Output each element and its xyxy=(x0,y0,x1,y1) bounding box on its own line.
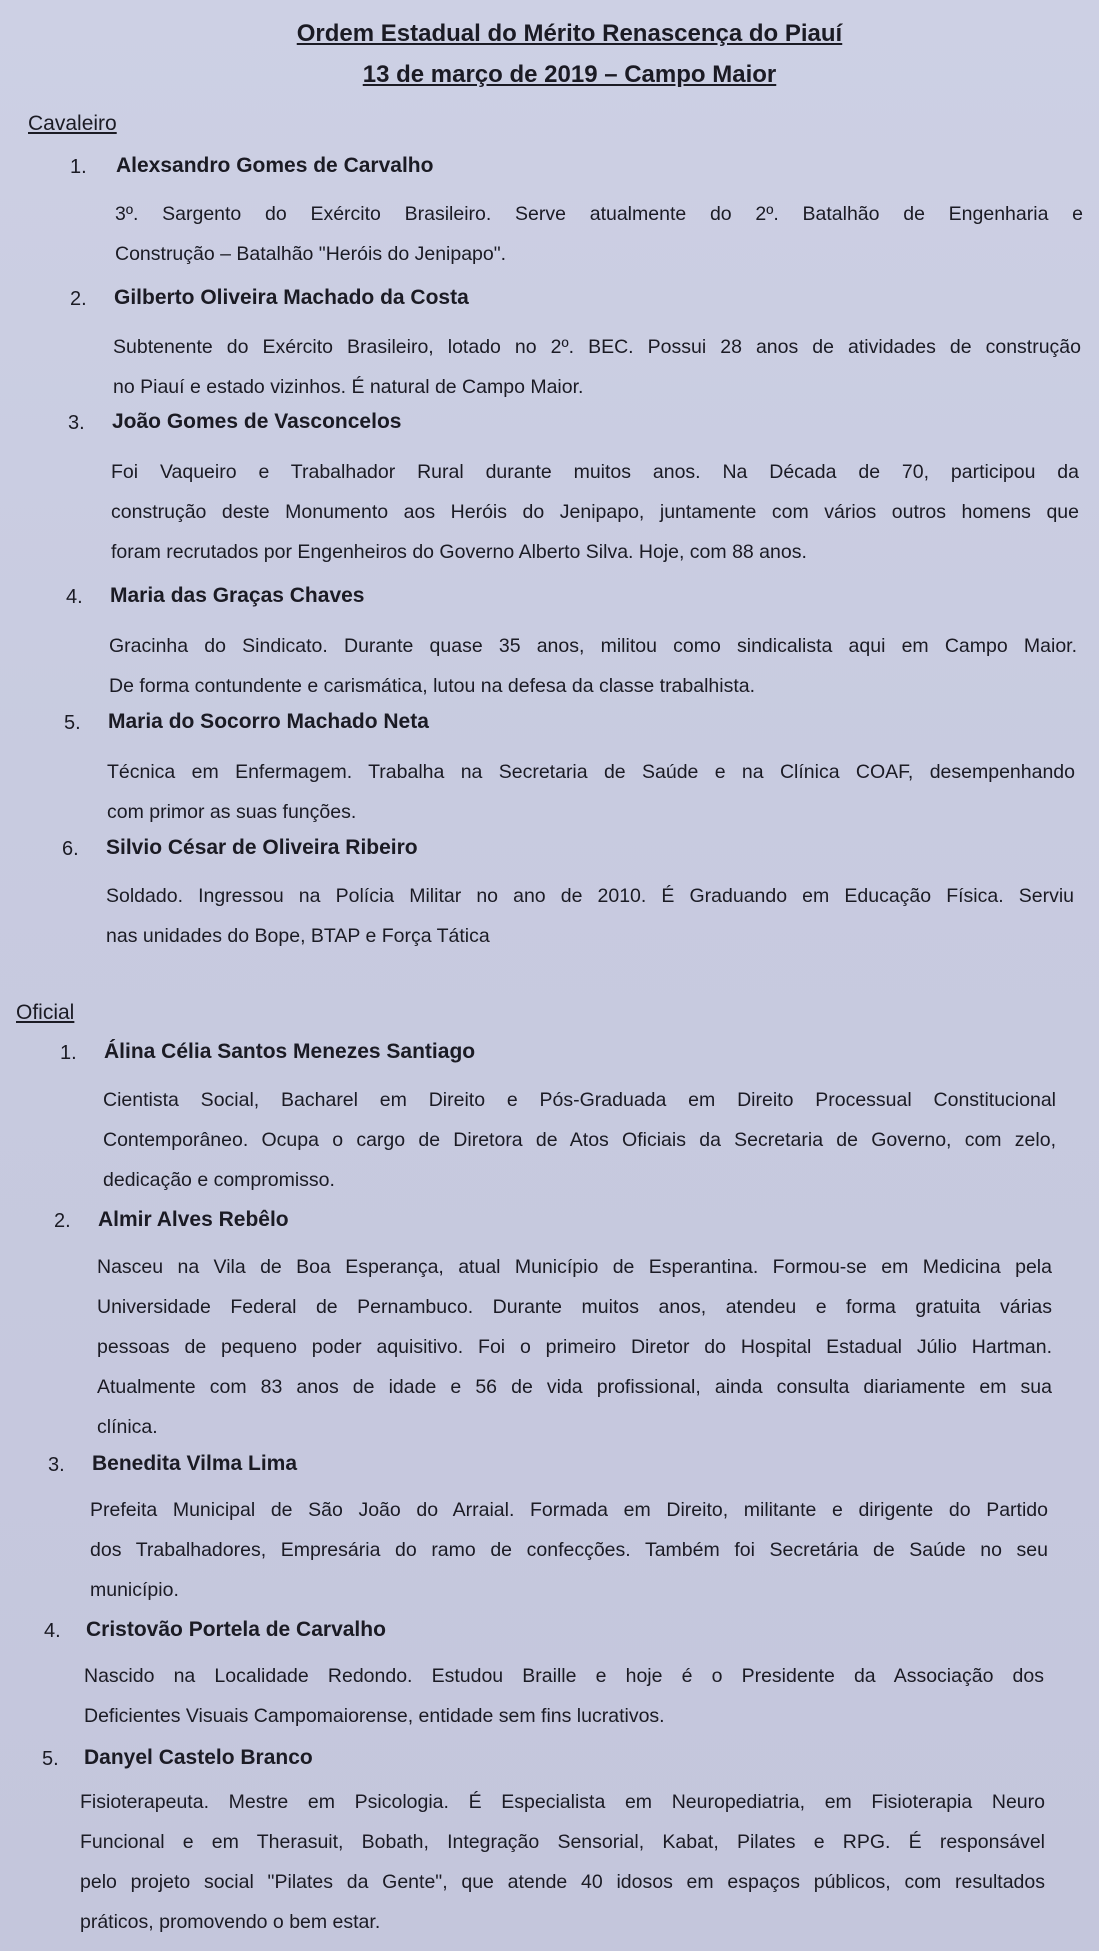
description-line: foram recrutados por Engenheiros do Governo Alberto Silva. Hoje, com 88 anos. xyxy=(111,541,807,563)
entry-description xyxy=(111,452,1079,572)
entry-description xyxy=(90,1490,1048,1610)
description-line: nas unidades do Bope, BTAP e Força Tática xyxy=(106,925,490,947)
entry-number: 5. xyxy=(64,712,81,734)
entry-name: Cristovão Portela de Carvalho xyxy=(86,1618,386,1641)
entry-name: Maria do Socorro Machado Neta xyxy=(108,710,429,733)
description-line: práticos, promovendo o bem estar. xyxy=(80,1911,381,1933)
description-line: município. xyxy=(90,1579,179,1601)
description-line: Técnica em Enfermagem. Trabalha na Secretaria de Saúde e na Clínica COAF, desempenhando xyxy=(107,761,1075,783)
description-line: Contemporâneo. Ocupa o cargo de Diretora de Atos Oficiais da Secretaria de Governo, com zelo, xyxy=(103,1129,1056,1151)
entry-description xyxy=(113,327,1081,407)
entry-name: Danyel Castelo Branco xyxy=(84,1746,313,1769)
document-title: Ordem Estadual do Mérito Renascença do Piauí xyxy=(296,20,843,47)
description-line: Nascido na Localidade Redondo. Estudou Braille e hoje é o Presidente da Associação dos xyxy=(84,1665,1044,1687)
entry-number: 2. xyxy=(54,1210,71,1232)
description-line: clínica. xyxy=(97,1416,158,1438)
entry-description xyxy=(106,876,1074,956)
entry-name: Gilberto Oliveira Machado da Costa xyxy=(114,286,469,309)
section-heading-oficial: Oficial xyxy=(16,1001,75,1024)
description-line: Cientista Social, Bacharel em Direito e Pós-Graduada em Direito Processual Constitucional xyxy=(103,1089,1056,1111)
entry-number: 6. xyxy=(62,838,79,860)
entry-description xyxy=(109,626,1077,706)
entry-description xyxy=(80,1782,1045,1942)
entry-name: Álina Célia Santos Menezes Santiago xyxy=(104,1040,476,1063)
document-subtitle: 13 de março de 2019 – Campo Maior xyxy=(362,61,777,88)
entry-number: 3. xyxy=(68,412,85,434)
entry-description xyxy=(115,194,1083,274)
entry-number: 4. xyxy=(44,1620,61,1642)
description-line: Foi Vaqueiro e Trabalhador Rural durante muitos anos. Na Década de 70, participou da xyxy=(111,461,1079,483)
section-heading-cavaleiro: Cavaleiro xyxy=(28,112,117,135)
description-line: Soldado. Ingressou na Polícia Militar no ano de 2010. É Graduando em Educação Física. Serviu xyxy=(106,885,1074,907)
entry-number: 2. xyxy=(70,288,87,310)
entry-name: Maria das Graças Chaves xyxy=(110,584,365,607)
entry-number: 4. xyxy=(66,586,83,608)
description-line: Fisioterapeuta. Mestre em Psicologia. É Especialista em Neuropediatria, em Fisioterapia Neuro xyxy=(80,1791,1045,1813)
description-line: 3º. Sargento do Exército Brasileiro. Serve atualmente do 2º. Batalhão de Engenharia e xyxy=(115,203,1083,225)
description-line: De forma contundente e carismática, lutou na defesa da classe trabalhista. xyxy=(109,675,756,697)
entry-description xyxy=(97,1247,1052,1447)
description-line: dos Trabalhadores, Empresária do ramo de confecções. Também foi Secretária de Saúde no seu xyxy=(90,1539,1048,1561)
entry-name: Benedita Vilma Lima xyxy=(92,1452,298,1475)
description-line: Construção – Batalhão "Heróis do Jenipapo". xyxy=(115,243,507,265)
entry-number: 5. xyxy=(42,1748,59,1770)
entry-number: 3. xyxy=(48,1454,65,1476)
entry-name: Silvio César de Oliveira Ribeiro xyxy=(106,836,418,859)
description-line: pelo projeto social "Pilates da Gente", que atende 40 idosos em espaços públicos, com resultados xyxy=(80,1871,1045,1893)
description-line: Funcional e em Therasuit, Bobath, Integração Sensorial, Kabat, Pilates e RPG. É responsável xyxy=(80,1831,1045,1853)
description-line: Nasceu na Vila de Boa Esperança, atual Município de Esperantina. Formou-se em Medicina pela xyxy=(97,1256,1052,1278)
entry-description xyxy=(107,752,1075,832)
entry-description xyxy=(103,1080,1056,1200)
entry-name: Almir Alves Rebêlo xyxy=(98,1208,289,1231)
entry-number: 1. xyxy=(60,1042,77,1064)
entry-description xyxy=(84,1656,1044,1736)
entry-name: João Gomes de Vasconcelos xyxy=(112,410,402,433)
description-line: dedicação e compromisso. xyxy=(103,1169,335,1191)
description-line: no Piauí e estado vizinhos. É natural de Campo Maior. xyxy=(113,376,584,398)
description-line: Gracinha do Sindicato. Durante quase 35 anos, militou como sindicalista aqui em Campo Maior. xyxy=(109,635,1077,657)
description-line: Universidade Federal de Pernambuco. Durante muitos anos, atendeu e forma gratuita várias xyxy=(97,1296,1052,1318)
description-line: Deficientes Visuais Campomaiorense, entidade sem fins lucrativos. xyxy=(84,1705,665,1727)
entry-name: Alexsandro Gomes de Carvalho xyxy=(116,154,434,177)
description-line: com primor as suas funções. xyxy=(107,801,357,823)
entry-number: 1. xyxy=(70,156,87,178)
description-line: Atualmente com 83 anos de idade e 56 de vida profissional, ainda consulta diariamente em sua xyxy=(97,1376,1052,1398)
description-line: Prefeita Municipal de São João do Arraial. Formada em Direito, militante e dirigente do Partido xyxy=(90,1499,1048,1521)
description-line: Subtenente do Exército Brasileiro, lotado no 2º. BEC. Possui 28 anos de atividades de construção xyxy=(113,336,1081,358)
description-line: pessoas de pequeno poder aquisitivo. Foi o primeiro Diretor do Hospital Estadual Júlio Hartman. xyxy=(97,1336,1052,1358)
description-line: construção deste Monumento aos Heróis do Jenipapo, juntamente com vários outros homens que xyxy=(111,501,1079,523)
header xyxy=(0,14,1099,96)
